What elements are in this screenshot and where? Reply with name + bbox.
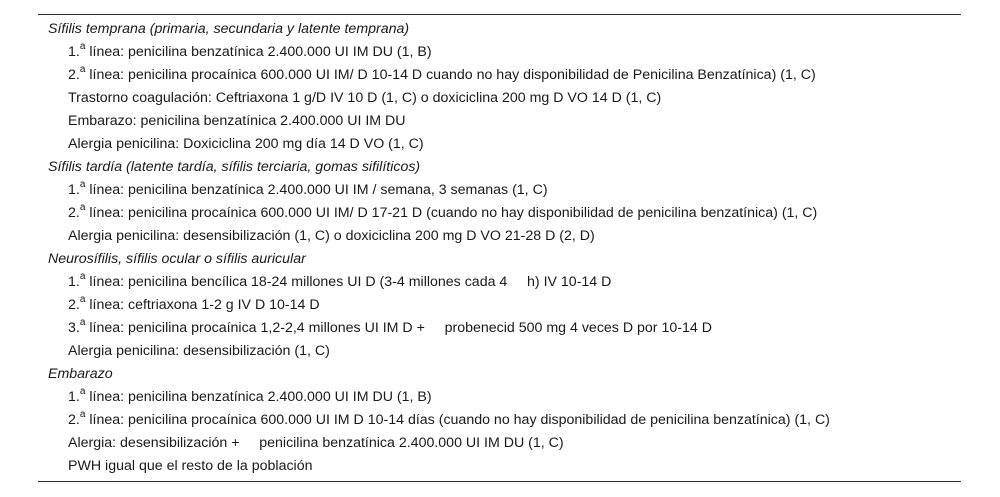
line-number: 1.: [68, 389, 80, 405]
treatment-line: [38, 386, 961, 409]
treatment-line: [38, 409, 961, 432]
ordinal-superscript: a: [79, 271, 86, 283]
treatment-line: [38, 179, 961, 202]
line-text: línea: ceftriaxona 1-2 g IV D 10-14 D: [85, 297, 320, 313]
line-text: línea: penicilina procaínica 1,2-2,4 millones UI IM D + probenecid 500 mg 4 veces D por 10-14 D: [85, 320, 712, 336]
line-text: Embarazo: penicilina benzatínica 2.400.000 UI IM DU: [68, 113, 406, 129]
line-text: línea: penicilina benzatínica 2.400.000 UI IM / semana, 3 semanas (1, C): [85, 182, 548, 198]
line-number: 1.: [68, 44, 80, 60]
section-heading: Neurosífilis, sífilis ocular o sífilis auricular: [48, 251, 306, 267]
ordinal-superscript: a: [79, 317, 86, 329]
section-heading: Embarazo: [48, 366, 113, 382]
treatment-line: [38, 432, 961, 455]
ordinal-superscript: a: [79, 64, 86, 76]
line-text: línea: penicilina benzatínica 2.400.000 UI IM DU (1, B): [85, 44, 432, 60]
line-text: Alergia penicilina: desensibilización (1, C): [68, 343, 330, 359]
line-text: Alergia: desensibilización + penicilina benzatínica 2.400.000 UI IM DU (1, C): [68, 435, 564, 451]
treatment-line: [38, 455, 961, 478]
treatment-line: [38, 202, 961, 225]
line-text: línea: penicilina benzatínica 2.400.000 UI IM DU (1, B): [85, 389, 432, 405]
line-text: Alergia penicilina: desensibilización (1, C) o doxiciclina 200 mg D VO 21-28 D (2, D): [68, 228, 595, 244]
line-text: PWH igual que el resto de la población: [68, 458, 313, 474]
ordinal-superscript: a: [79, 386, 86, 398]
section-heading: Sífilis tardía (latente tardía, sífilis terciaria, gomas sifilíticos): [48, 159, 421, 175]
ordinal-superscript: a: [79, 41, 86, 53]
treatment-line: [38, 294, 961, 317]
treatment-line: [38, 41, 961, 64]
table-body: [38, 18, 961, 478]
treatment-line: [38, 271, 961, 294]
line-number: 2.: [68, 205, 80, 221]
ordinal-superscript: a: [79, 202, 86, 214]
treatment-line: [38, 64, 961, 87]
section-heading: Sífilis temprana (primaria, secundaria y latente temprana): [48, 21, 410, 37]
line-number: 1.: [68, 182, 80, 198]
line-number: 3.: [68, 320, 80, 336]
line-number: 2.: [68, 67, 80, 83]
line-text: línea: penicilina procaínica 600.000 UI IM/ D 17-21 D (cuando no hay disponibilidad de penicilina benzatínica) (1, C): [85, 205, 818, 221]
line-text: línea: penicilina procaínica 600.000 UI IM D 10-14 días (cuando no hay disponibilidad de penicilina benzatínica) (1, C): [85, 412, 830, 428]
treatment-line: [38, 110, 961, 133]
line-number: 2.: [68, 297, 80, 313]
treatment-line: [38, 317, 961, 340]
ordinal-superscript: a: [79, 409, 86, 421]
treatment-line: [38, 340, 961, 363]
ordinal-superscript: a: [79, 294, 86, 306]
line-text: línea: penicilina procaínica 600.000 UI IM/ D 10-14 D cuando no hay disponibilidad de Penicilina Benzatínica) (1, C): [85, 67, 816, 83]
line-text: Alergia penicilina: Doxiciclina 200 mg día 14 D VO (1, C): [68, 136, 424, 152]
treatment-line: [38, 225, 961, 248]
line-number: 2.: [68, 412, 80, 428]
treatment-table: [38, 14, 961, 482]
treatment-line: [38, 133, 961, 156]
treatment-line: [38, 87, 961, 110]
line-text: línea: penicilina bencílica 18-24 millones UI D (3-4 millones cada 4 h) IV 10-14 D: [85, 274, 612, 290]
line-number: 1.: [68, 274, 80, 290]
ordinal-superscript: a: [79, 179, 86, 191]
line-text: Trastorno coagulación: Ceftriaxona 1 g/D IV 10 D (1, C) o doxiciclina 200 mg D VO 14 D (1, C): [68, 90, 662, 106]
